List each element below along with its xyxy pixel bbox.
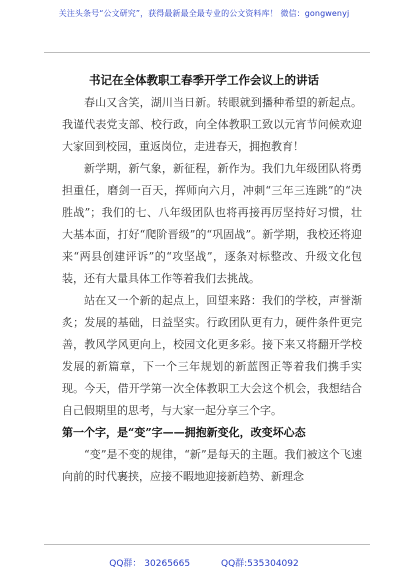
footer <box>0 556 408 569</box>
document-title: 书记在全体教职工春季开学工作会议上的讲话 <box>89 73 319 87</box>
section-paragraph: “变”是不变的规律，“新”是每天的主题。我们被这个飞速向前的时代裹挟，应接不暇地迎接新趋势、新理念 <box>62 448 362 483</box>
header-divider <box>44 52 370 53</box>
footer-qq-group-2: QQ群:535304092 <box>220 559 299 569</box>
document-body <box>62 92 362 488</box>
header-banner: 关注头条号“公文研究”，获得最新最全最专业的公文资料库！ 微信：gongwenyj <box>58 9 350 18</box>
paragraph-2: 新学期，新气象，新征程，新作为。我们九年级团队将勇担重任，磨剑一百天，挥师向六月，冲刺“三年三连跳”的“决胜战”；我们的七、八年级团队也将再接再厉坚持好习惯，壮大基本面，打好“爬阶晋级”的“巩固战”。新学期，我校还将迎来“两县创建评诉”的“攻坚战”，逐条对标整改、升级文化包装，还有大量具体工作等着我们去挑战。 <box>62 162 362 285</box>
footer-divider <box>44 544 370 545</box>
footer-qq-group-1: QQ群： 30265665 <box>109 559 191 569</box>
section-heading: 第一个字，是“变”字——拥抱新变化，改变坏心态 <box>62 426 306 439</box>
paragraph-1: 春山又含笑，湖川当日新。转眼就到播种希望的新起点。我谨代表党支部、校行政，向全体教职工致以元宵节问候欢迎大家回到校园，重返岗位，走进春天，拥抱教育！ <box>62 96 362 153</box>
paragraph-3: 站在又一个新的起点上，回望来路：我们的学校，声誉渐炙；发展的基础，日益坚实。行政团队更有力，硬件条件更完善，教风学风更向上，校园文化更多彩。接下来又将翻开学校发展的新篇章，下一个三年规划的新蓝图正等着我们携手实现。今天，借开学第一次全体教职工大会这个机会，我想结合自己假期里的思考，与大家一起分享三个字。 <box>62 294 362 417</box>
